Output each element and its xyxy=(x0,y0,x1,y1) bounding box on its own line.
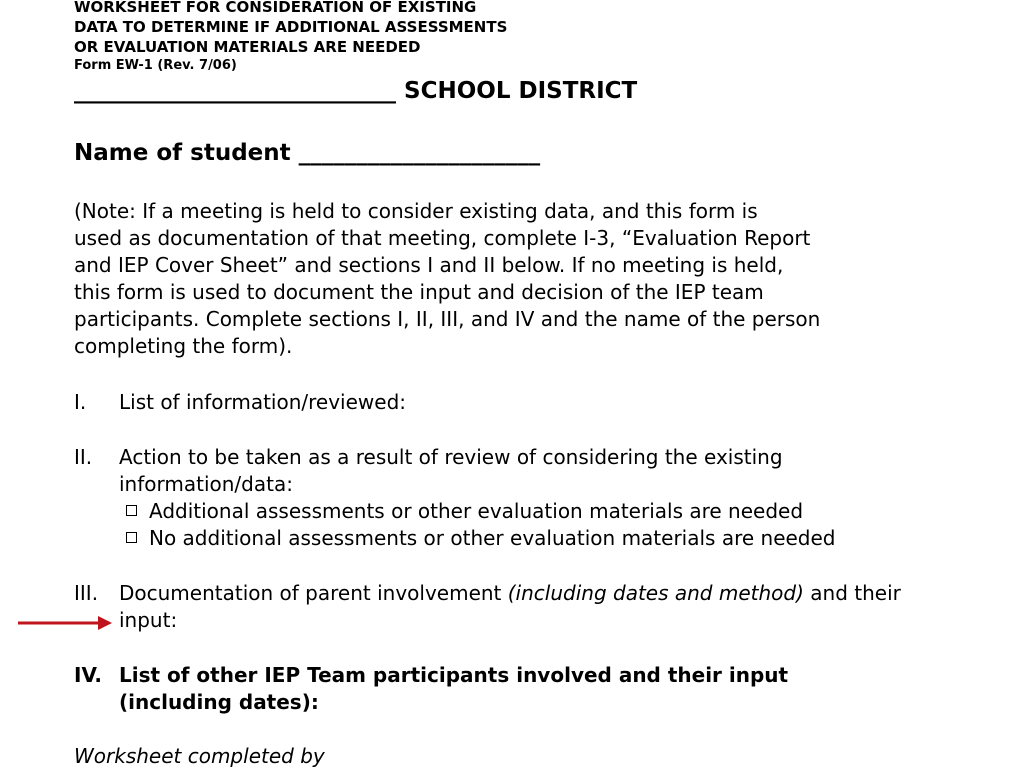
form-number: Form EW-1 (Rev. 7/06) xyxy=(74,58,237,73)
section-3-text-after: and their xyxy=(803,581,901,605)
checkbox-additional-needed[interactable] xyxy=(126,505,137,516)
red-arrow-icon xyxy=(16,614,116,634)
section-2-text-line-2: information/data: xyxy=(119,472,293,496)
student-name-label: Name of student xyxy=(74,140,291,166)
note-line-1: (Note: If a meeting is held to consider existing data, and this form is xyxy=(74,199,758,223)
section-4-text-line-1: List of other IEP Team participants involved and their input xyxy=(119,663,789,687)
form-title-line-2: DATA TO DETERMINE IF ADDITIONAL ASSESSMENTS xyxy=(74,18,508,36)
section-1-numeral: I. xyxy=(74,390,87,414)
note-line-5: participants. Complete sections I, II, III, and IV and the name of the person xyxy=(74,307,821,331)
school-district-label: SCHOOL DISTRICT xyxy=(404,78,638,104)
note-line-6: completing the form). xyxy=(74,334,293,358)
section-2-numeral: II. xyxy=(74,445,93,469)
option-no-additional-needed[interactable] xyxy=(126,525,836,552)
worksheet-completed-by: Worksheet completed by xyxy=(74,744,325,768)
section-1-text: List of information/reviewed: xyxy=(119,390,407,414)
school-district-line xyxy=(74,76,637,106)
option-additional-needed[interactable] xyxy=(126,498,803,525)
section-3-text-line-2: input: xyxy=(119,608,178,632)
form-title-line-1: WORKSHEET FOR CONSIDERATION OF EXISTING xyxy=(74,0,477,16)
note-line-4: this form is used to document the input and decision of the IEP team xyxy=(74,280,764,304)
checkbox-no-additional-needed[interactable] xyxy=(126,532,137,543)
section-3-text-before: Documentation of parent involvement xyxy=(119,581,508,605)
section-2-text-line-1: Action to be taken as a result of review of considering the existing xyxy=(119,445,783,469)
note-line-2: used as documentation of that meeting, complete I-3, “Evaluation Report xyxy=(74,226,811,250)
section-3-numeral: III. xyxy=(74,581,99,605)
school-district-blank: ____________________________ xyxy=(74,78,396,104)
option-additional-needed-label: Additional assessments or other evaluation materials are needed xyxy=(149,499,804,523)
student-name-blank: _____________________ xyxy=(298,140,541,166)
student-name-line xyxy=(74,138,540,168)
section-3-text-line-1 xyxy=(119,580,901,607)
form-title-line-3: OR EVALUATION MATERIALS ARE NEEDED xyxy=(74,38,421,56)
note-line-3: and IEP Cover Sheet” and sections I and II below. If no meeting is held, xyxy=(74,253,784,277)
section-4-text-line-2: (including dates): xyxy=(119,690,319,714)
section-3-text-italic: (including dates and method) xyxy=(507,581,804,605)
option-no-additional-needed-label: No additional assessments or other evaluation materials are needed xyxy=(149,526,836,550)
section-4-numeral: IV. xyxy=(74,663,102,687)
